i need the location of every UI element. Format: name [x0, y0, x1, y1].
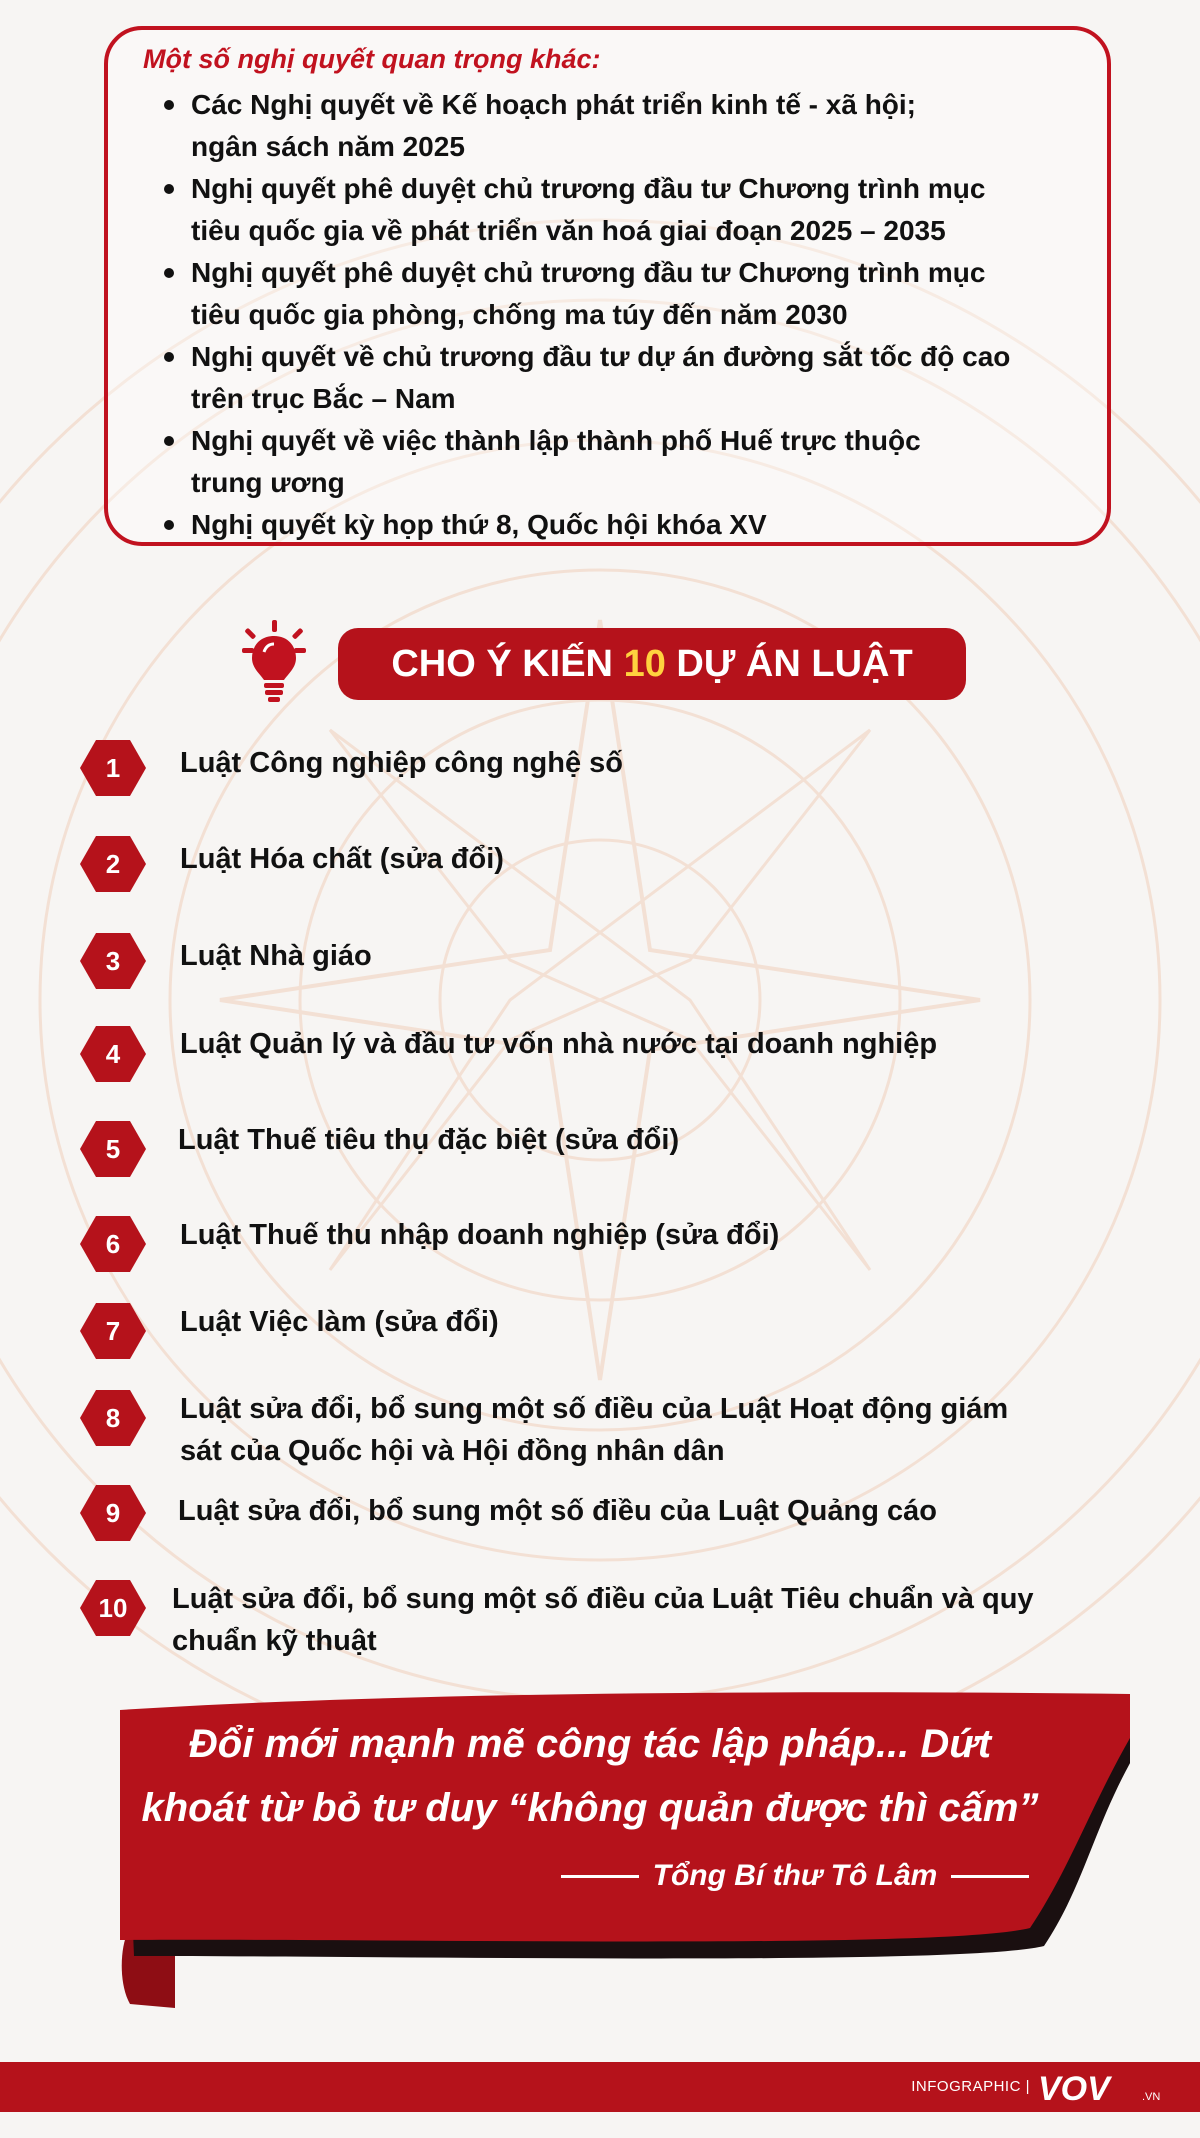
divider — [561, 1875, 639, 1878]
resolutions-list — [108, 84, 1107, 546]
resolution-line: Nghị quyết về việc thành lập thành phố Huế trực thuộc — [191, 425, 921, 456]
law-number: 2 — [105, 849, 121, 879]
resolution-item — [108, 84, 1107, 168]
law-title — [178, 1119, 679, 1161]
law-number-badge — [80, 836, 146, 892]
section-heading-text-start: CHO Ý KIẾN — [391, 643, 624, 685]
section-heading-number: 10 — [623, 643, 666, 685]
law-number: 6 — [105, 1229, 121, 1259]
law-number-badge — [80, 1485, 146, 1541]
law-title — [172, 1578, 1034, 1662]
law-title-line: Luật Quản lý và đầu tư vốn nhà nước tại doanh nghiệp — [180, 1028, 938, 1060]
resolution-line: Nghị quyết phê duyệt chủ trương đầu tư Chương trình mục — [191, 173, 986, 204]
law-number: 10 — [98, 1593, 128, 1623]
vov-logo — [1038, 2070, 1178, 2106]
law-title-line: Luật Thuế thu nhập doanh nghiệp (sửa đổi) — [180, 1219, 780, 1251]
resolution-item — [108, 420, 1107, 504]
resolution-line: Nghị quyết kỳ họp thứ 8, Quốc hội khóa XV — [191, 509, 767, 540]
resolution-item — [108, 336, 1107, 420]
resolutions-box — [104, 26, 1111, 546]
quote-line: khoát từ bỏ tư duy “không quản được thì cấm” — [141, 1786, 1039, 1830]
law-number-badge — [80, 1121, 146, 1177]
law-title-line: Luật sửa đổi, bổ sung một số điều của Luật Tiêu chuẩn và quy — [172, 1583, 1034, 1615]
law-number-badge — [80, 1026, 146, 1082]
vov-logo-text: VOV — [1038, 2070, 1110, 2106]
law-title-line: chuẩn kỹ thuật — [172, 1625, 377, 1657]
law-title-line: Luật Nhà giáo — [180, 940, 372, 972]
resolution-line: trung ương — [191, 467, 345, 498]
law-number: 9 — [105, 1498, 121, 1528]
law-title-line: Luật Công nghiệp công nghệ số — [180, 747, 624, 779]
law-title-line: Luật sửa đổi, bổ sung một số điều của Luật Hoạt động giám — [180, 1393, 1009, 1425]
resolution-line: Nghị quyết về chủ trương đầu tư dự án đường sắt tốc độ cao — [191, 341, 1011, 372]
law-number: 3 — [105, 946, 121, 976]
resolution-item — [108, 168, 1107, 252]
vov-logo-suffix: .VN — [1142, 2091, 1161, 2103]
law-number-badge — [80, 1580, 146, 1636]
resolution-line: Các Nghị quyết về Kế hoạch phát triển kinh tế - xã hội; — [191, 89, 917, 120]
law-number-badge — [80, 1216, 146, 1272]
law-title — [180, 742, 623, 784]
law-number: 4 — [105, 1039, 121, 1069]
law-title — [180, 1214, 779, 1256]
section-heading — [338, 628, 966, 700]
law-title-line: Luật Hóa chất (sửa đổi) — [180, 843, 504, 875]
law-title — [180, 1023, 937, 1065]
footer-label: INFOGRAPHIC | — [911, 2078, 1030, 2095]
resolution-line: tiêu quốc gia phòng, chống ma túy đến năm 2030 — [191, 299, 848, 330]
law-number: 7 — [105, 1316, 121, 1346]
law-number-badge — [80, 1303, 146, 1359]
divider — [951, 1875, 1029, 1878]
law-title-line: sát của Quốc hội và Hội đồng nhân dân — [180, 1435, 725, 1467]
lightbulb-icon — [238, 620, 310, 704]
law-title-line: Luật Việc làm (sửa đổi) — [180, 1306, 499, 1338]
resolutions-title: Một số nghị quyết quan trọng khác: — [143, 44, 601, 74]
law-number-badge — [80, 1390, 146, 1446]
resolution-line: ngân sách năm 2025 — [191, 131, 465, 162]
law-title — [180, 838, 504, 880]
quote-text — [120, 1712, 1060, 1840]
law-title — [178, 1490, 937, 1532]
law-title-line: Luật Thuế tiêu thụ đặc biệt (sửa đổi) — [178, 1124, 680, 1156]
quote-author-name: Tổng Bí thư Tô Lâm — [652, 1859, 938, 1892]
section-heading-text-end: DỰ ÁN LUẬT — [665, 643, 913, 685]
quote-author — [560, 1856, 1030, 1896]
law-number: 8 — [105, 1403, 121, 1433]
quote-line: Đổi mới mạnh mẽ công tác lập pháp... Dứt — [188, 1722, 992, 1766]
law-title-line: Luật sửa đổi, bổ sung một số điều của Luật Quảng cáo — [178, 1495, 937, 1527]
law-title — [180, 1388, 1008, 1472]
resolution-item — [108, 504, 1107, 546]
law-number: 5 — [105, 1134, 121, 1164]
law-title — [180, 935, 372, 977]
law-number-badge — [80, 933, 146, 989]
law-number-badge — [80, 740, 146, 796]
footer — [0, 2062, 1200, 2112]
resolution-item — [108, 252, 1107, 336]
resolution-line: tiêu quốc gia về phát triển văn hoá giai đoạn 2025 – 2035 — [191, 215, 946, 246]
law-number: 1 — [105, 753, 121, 783]
resolution-line: trên trục Bắc – Nam — [191, 383, 456, 414]
resolution-line: Nghị quyết phê duyệt chủ trương đầu tư Chương trình mục — [191, 257, 986, 288]
law-title — [180, 1301, 499, 1343]
